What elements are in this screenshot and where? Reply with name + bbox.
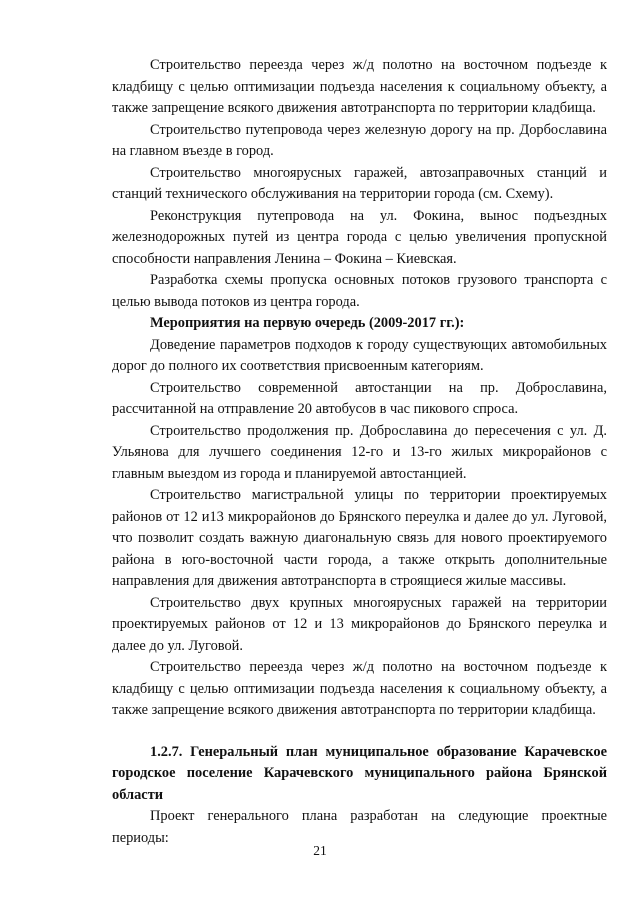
paragraph: Строительство магистральной улицы по территории проектируемых районов от 12 и13 микрорайонов до Брянского переулка и далее до ул. Луговой, что позволит создать важную диагональную связь для нового проектируемого района в юго-восточной части города, а также открыть дополнительные направления для движения автотранспорта в строящиеся жилые массивы. [112,487,607,589]
first-stage-heading: Мероприятия на первую очередь (2009-2017 гг.): [150,315,465,331]
paragraph: Строительство современной автостанции на пр. Доброславина, рассчитанной на отправление 20 автобусов в час пикового спроса. [112,379,607,417]
paragraph: Реконструкция путепровода на ул. Фокина, вынос подъездных железнодорожных путей из центра города с целью увеличения пропускной способности направления Ленина – Фокина – Киевская. [112,207,607,267]
paragraph: Строительство переезда через ж/д полотно на восточном подъезде к кладбищу с целью оптимизации подъезда населения к социальному объекту, а также запрещение всякого движения автотранспорта по территории кладбища. [112,57,607,116]
paragraph: Разработка схемы пропуска основных потоков грузового транспорта с целью вывода потоков из центра города. [112,272,607,310]
section-heading: 1.2.7. Генеральный план муниципальное образование Карачевское городское поселение Карачевского муниципального района Брянской области [112,743,607,803]
page-number: 21 [313,843,327,858]
section-spacer [112,722,607,742]
paragraph: Строительство многоярусных гаражей, автозаправочных станций и станций технического обслуживания на территории города (см. Схему). [112,164,607,202]
paragraph: Строительство двух крупных многоярусных гаражей на территории проектируемых районов от 12 и 13 микрорайонов до Брянского переулка и далее до ул. Луговой. [112,594,607,654]
paragraph: Проект генерального плана разработан на следующие проектные периоды: [112,808,607,846]
paragraph: Строительство продолжения пр. Доброславина до пересечения с ул. Д. Ульянова для лучшего соединения 12-го и 13-го жилых микрорайонов с главным выездом из города и планируемой автостанцией. [112,422,607,482]
paragraph: Строительство переезда через ж/д полотно на восточном подъезде к кладбищу с целью оптимизации подъезда населения к социальному объекту, а также запрещение всякого движения автотранспорта по территории кладбища. [112,659,607,718]
paragraph: Строительство путепровода через железную дорогу на пр. Дорбославина на главном въезде в город. [112,121,607,159]
paragraph: Доведение параметров подходов к городу существующих автомобильных дорог до полного их соответствия присвоенным категориям. [112,336,607,374]
